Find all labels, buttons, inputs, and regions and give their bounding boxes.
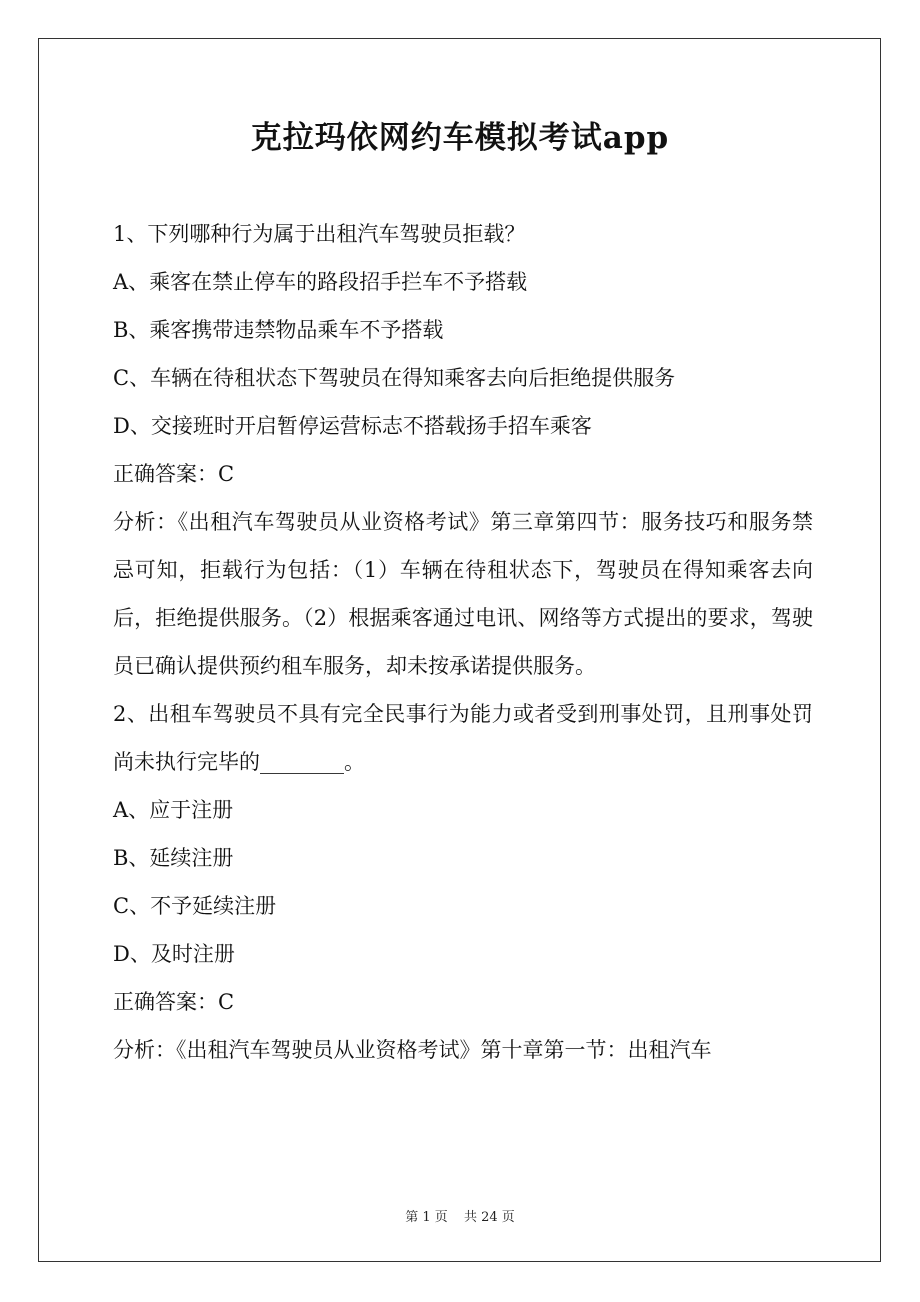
question-1 [113,210,813,690]
option-d: D、交接班时开启暂停运营标志不搭载扬手招车乘客 [113,414,592,438]
question-stem: 2、出租车驾驶员不具有完全民事行为能力或者受到刑事处罚，且刑事处罚尚未执行完毕的________。 [113,702,813,774]
question-list [113,210,813,1074]
analysis-text: 分析：《出租汽车驾驶员从业资格考试》第十章第一节：出租汽车 [113,1038,712,1062]
analysis-text: 分析：《出租汽车驾驶员从业资格考试》第三章第四节：服务技巧和服务禁忌可知，拒载行为包括：（1）车辆在待租状态下，驾驶员在得知乘客去向后，拒绝提供服务。（2）根据乘客通过电讯、网络等方式提出的要求，驾驶员已确认提供预约租车服务，却未按承诺提供服务。 [113,510,813,678]
question-stem: 1、下列哪种行为属于出租汽车驾驶员拒载？ [113,222,526,246]
option-a: A、乘客在禁止停车的路段招手拦车不予搭载 [113,270,528,294]
page-number: 第 1 页 [405,1210,448,1225]
option-b: B、延续注册 [113,846,234,870]
document-title: 克拉玛依网约车模拟考试app [250,120,670,156]
option-b: B、乘客携带违禁物品乘车不予搭载 [113,318,444,342]
option-c: C、不予延续注册 [113,894,277,918]
option-a: A、应于注册 [113,798,234,822]
option-c: C、车辆在待租状态下驾驶员在得知乘客去向后拒绝提供服务 [113,366,676,390]
correct-answer: 正确答案：C [113,990,235,1014]
page-footer [0,1206,920,1225]
option-d: D、及时注册 [113,942,235,966]
correct-answer: 正确答案：C [113,462,235,486]
page-total: 共 24 页 [463,1210,515,1225]
question-2 [113,690,813,1074]
